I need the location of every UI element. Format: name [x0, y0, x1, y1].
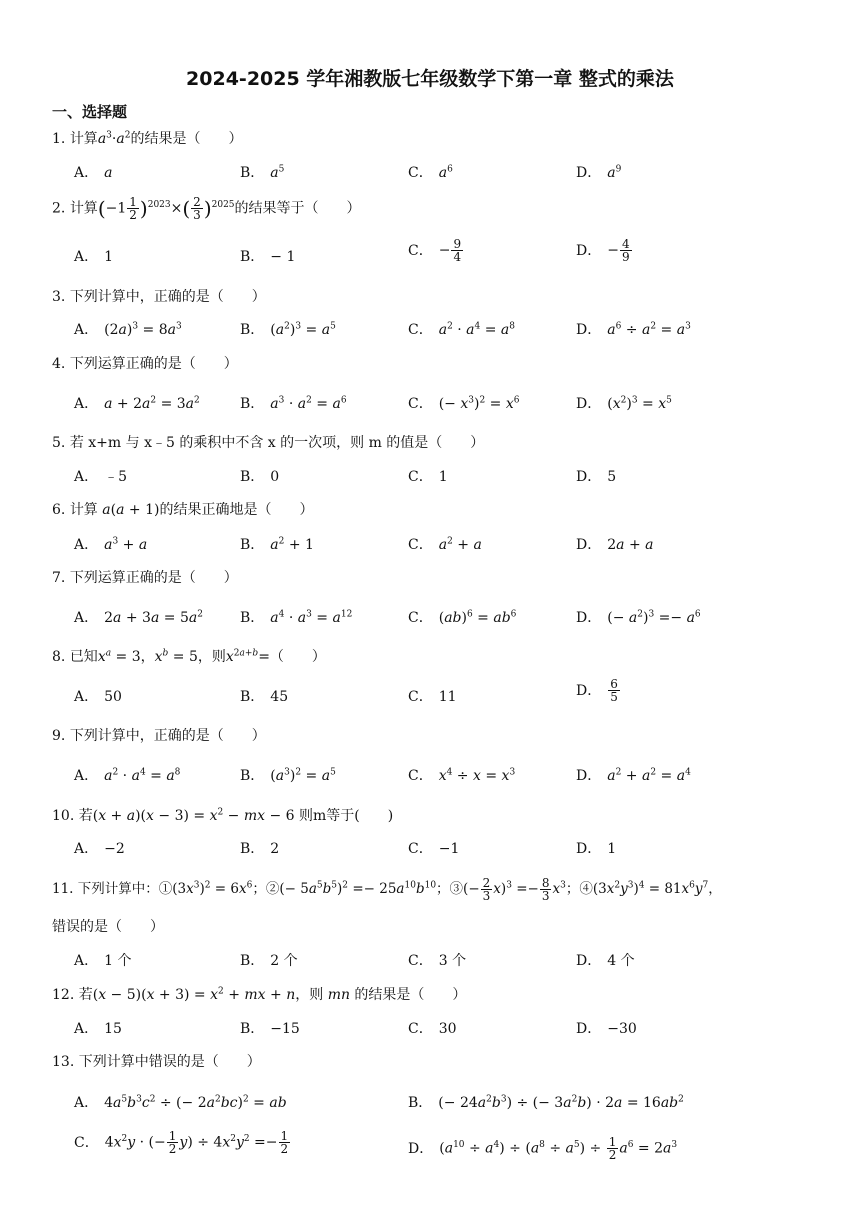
option-b[interactable]: B． 0	[240, 469, 280, 485]
option-c[interactable]: C． 30	[408, 1021, 457, 1037]
option-d[interactable]: D． $\frac{6}{5}$	[576, 677, 618, 704]
option-a[interactable]: A． $2a + 3a = 5a^2$	[74, 609, 203, 626]
options-7	[74, 607, 820, 633]
option-a[interactable]: A． $(2a)^3 = 8a^3$	[74, 321, 182, 338]
option-c[interactable]: C． 11	[408, 689, 457, 705]
option-c[interactable]: C． $(ab)^6 = ab^6$	[408, 609, 517, 626]
option-c[interactable]: C． − $\frac{9}{4}$	[408, 237, 462, 264]
question-12: 12. 若$(x - 5)(x + 3) = x^2$ + mx + n，则 mn 的结果是（ ）	[52, 986, 467, 1003]
option-b[interactable]: B． −15	[240, 1021, 300, 1037]
option-b[interactable]: B． $a^3 \cdot a^2 = a^6$	[240, 395, 347, 412]
option-a[interactable]: A． $4a^5b^3c^2$ ÷ (− $2a^2bc)^2$ = ab	[74, 1094, 287, 1111]
options-12	[74, 1018, 820, 1044]
option-b[interactable]: B． 45	[240, 689, 289, 705]
question-11: 11. 下列计算中：$①(3x^3)^2 = 6x^6$；②(− $5a^5b^5)^2 =- 25a^{10}b^{10}$；③(− $\frac{2}{3}$ x)$^3$ =− $\frac{8}{3}$ $x^3$；$④(3x^2y^3)^4 = 81x^6y^7$，	[52, 876, 722, 903]
options-8	[74, 677, 820, 712]
question-1: 1. 计算$a^3\cdot a^2$的结果是（ ）	[52, 130, 243, 147]
option-b[interactable]: B． $a^5$	[240, 164, 285, 181]
option-a[interactable]: A． −2	[74, 841, 125, 857]
options-5	[74, 466, 820, 492]
question-3: 3. 下列计算中，正确的是（ ）	[52, 289, 266, 305]
option-d[interactable]: D． $a^6 \div a^2 = a^3$	[576, 321, 691, 338]
option-c[interactable]: C． (− $x^3)^2 = x^6$	[408, 395, 520, 412]
option-c[interactable]: C． $4x^2y$ · (− $\frac{1}{2}$ $y) \div 4x^2y^2$ =− $\frac{1}{2}$	[74, 1129, 289, 1156]
option-c[interactable]: C． −1	[408, 841, 460, 857]
option-c[interactable]: C． 1	[408, 469, 448, 485]
option-d[interactable]: D． $(a^{10} \div a^4) \div (a^8 \div a^5)$ ÷ $\frac{1}{2}$ $a^6 = 2a^3$	[408, 1135, 678, 1162]
question-13: 13. 下列计算中错误的是（ ）	[52, 1054, 261, 1070]
options-1	[74, 162, 820, 188]
option-d[interactable]: D． 5	[576, 469, 617, 485]
option-d[interactable]: D． 4 个	[576, 953, 635, 969]
option-d[interactable]: D． 2a + a	[576, 537, 654, 553]
question-10: 10. 若$(x + a)(x - 3) = x^2$ − mx − 6 则m等于( )	[52, 807, 394, 824]
section-heading: 一、选择题	[52, 103, 128, 121]
option-b[interactable]: B． $(a^3)^2 = a^5$	[240, 767, 336, 784]
option-a[interactable]: A． 15	[74, 1021, 122, 1037]
option-b[interactable]: B． $a^2 + 1$	[240, 536, 314, 553]
options-10	[74, 838, 820, 864]
question-4: 4. 下列运算正确的是（ ）	[52, 356, 238, 372]
option-d[interactable]: D． 1	[576, 841, 617, 857]
question-7: 7. 下列运算正确的是（ ）	[52, 570, 238, 586]
option-a[interactable]: A． a	[74, 165, 113, 181]
options-13-row2	[74, 1130, 820, 1164]
option-c[interactable]: C． $a^6$	[408, 164, 453, 181]
question-5: 5. 若 x+m 与 x﹣5 的乘积中不含 x 的一次项，则 m 的值是（ ）	[52, 435, 485, 451]
option-d[interactable]: D． $a^9$	[576, 164, 622, 181]
option-d[interactable]: D． (− $a^2)^3 =- a^6$	[576, 609, 701, 626]
options-6	[74, 534, 820, 560]
options-4	[74, 393, 820, 419]
option-c[interactable]: C． 3 个	[408, 953, 467, 969]
option-b[interactable]: B． (− $24a^2b^3$) ÷ (− $3a^2b) \cdot 2a = 16ab^2$	[408, 1094, 684, 1111]
option-b[interactable]: B． 2	[240, 841, 280, 857]
option-c[interactable]: C． $a^2 + a$	[408, 536, 482, 553]
page-title: 2024-2025 学年湘教版七年级数学下第一章 整式的乘法	[186, 68, 674, 90]
option-d[interactable]: D． − $\frac{4}{9}$	[576, 237, 630, 264]
question-6: 6. 计算 a(a + 1)的结果正确地是（ ）	[52, 502, 314, 518]
option-b[interactable]: B． $a^4 \cdot a^3 = a^{12}$	[240, 609, 353, 626]
option-a[interactable]: A． $a + 2a^2 = 3a^2$	[74, 395, 200, 412]
options-13-row1	[74, 1092, 820, 1118]
options-3	[74, 319, 820, 345]
question-9: 9. 下列计算中，正确的是（ ）	[52, 728, 266, 744]
option-a[interactable]: A． $a^2 \cdot a^4 = a^8$	[74, 767, 181, 784]
option-a[interactable]: A． 1	[74, 249, 114, 265]
option-d[interactable]: D． −30	[576, 1021, 637, 1037]
option-a[interactable]: A． 1 个	[74, 953, 132, 969]
options-9	[74, 765, 820, 791]
question-8: 8. 已知$x^a = 3$，$x^b = 5$，则$x^{2a+b}=$（ ）	[52, 648, 326, 665]
options-2	[74, 237, 820, 272]
options-11	[74, 950, 820, 976]
option-d[interactable]: D． $(x^2)^3 = x^5$	[576, 395, 672, 412]
option-b[interactable]: B． − 1	[240, 249, 296, 265]
option-b[interactable]: B． 2 个	[240, 953, 298, 969]
option-a[interactable]: A． 50	[74, 689, 122, 705]
question-2: 2. 计算(−1 $\frac{1}{2}$ )$^{2023}$×( $\frac{2}{3}$ )$^{2025}$的结果等于（ ）	[52, 195, 361, 222]
option-b[interactable]: B． $(a^2)^3 = a^5$	[240, 321, 336, 338]
option-a[interactable]: A． $a^3 + a$	[74, 536, 148, 553]
option-c[interactable]: C． $a^2 \cdot a^4 = a^8$	[408, 321, 515, 338]
option-a[interactable]: A． ﹣5	[74, 469, 128, 485]
option-d[interactable]: D． $a^2 + a^2 = a^4$	[576, 767, 691, 784]
option-c[interactable]: C． $x^4 \div x = x^3$	[408, 767, 516, 784]
question-11-cont: 错误的是（ ）	[52, 919, 164, 935]
